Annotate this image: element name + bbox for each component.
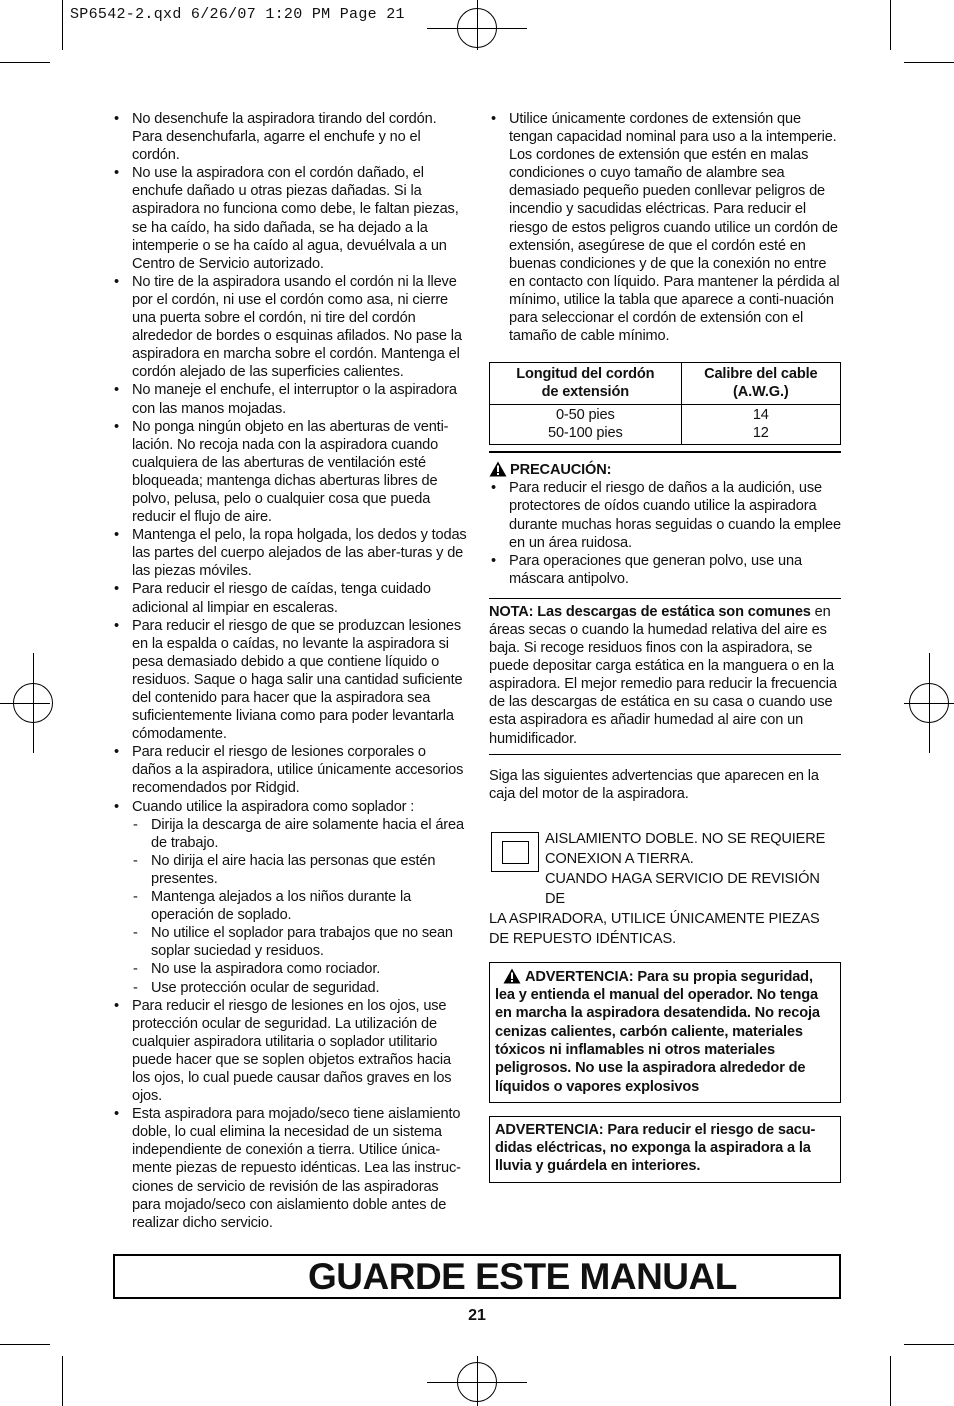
double-insulation-section <box>489 829 841 950</box>
sub-item: - Dirija la descarga de aire solamente hacia el área de trabajo. <box>132 816 468 852</box>
list-item: • Para reducir el riesgo de lesiones corporales o daños a la aspiradora, utilice únicamente accesorios recomendados por Ridgid. <box>112 743 468 797</box>
crop-mark <box>890 0 891 50</box>
list-item: • No use la aspiradora con el cordón dañado, el enchufe dañado u otras piezas dañadas. Si la aspiradora no funciona como debe, le faltan piezas, se ha caído, ha sido dañada, se ha dejado a la intemperie o se ha caído al agua, devuélvala a un Centro de Servicio autorizado. <box>112 164 468 273</box>
list-item: • Para reducir el riesgo de caídas, tenga cuidado adicional al limpiar en escaleras. <box>112 580 468 616</box>
extension-list <box>489 110 841 345</box>
double-insulation-text: AISLAMIENTO DOBLE. NO SE REQUIERE CONEXION A TIERRA. <box>545 830 826 867</box>
static-note-lead: NOTA: Las descargas de estática son comunes <box>489 603 811 620</box>
crop-mark <box>904 62 954 63</box>
list-item: • Mantenga el pelo, la ropa holgada, los dedos y todas las partes del cuerpo alejados de las aber-turas y de las piezas móviles. <box>112 526 468 580</box>
crop-mark <box>0 1344 50 1345</box>
crop-mark <box>62 0 63 50</box>
list-item: • Utilice únicamente cordones de extensión que tengan capacidad nominal para uso a la intemperie. Los cordones de extensión que estén en malas condiciones o cuyo tamaño de alambre sea demasiado pequeño pueden conllevar peligros de incendio y sacudidas eléctricas. Para reducir el riesgo de estos peligros cuando utilice un cordón de extensión, asegúrese de que el cordón esté en buenas condiciones y de que la conexión no entre en contacto con líquido. Para mantener la pérdida al mínimo, utilice la tabla que aparece a conti-nuación para seleccionar el cordón de extensión con el tamaño de cable mínimo. <box>489 110 841 345</box>
page-number: 21 <box>468 1307 486 1324</box>
list-item: • Para reducir el riesgo de lesiones en los ojos, use protección ocular de seguridad. La utilización de cualquier aspiradora utilitaria o soplador utilitario puede hacer que se soplen objetos extraños hacia los ojos, lo cual puede causar daños graves en los ojos. <box>112 997 468 1106</box>
print-slug: SP6542-2.qxd 6/26/07 1:20 PM Page 21 <box>70 6 405 23</box>
table-header-length: Longitud del cordón de extensión <box>490 363 682 405</box>
list-item: • Para reducir el riesgo de que se produzcan lesiones en la espalda o caídas, no levante la aspiradora si pesa demasiado debido a que contiene líquido o residuos. Saque o haga salir una cantidad suficiente del contenido para hacer que la aspiradora sea suficientemente liviana como para poder levantarla cómodamente. <box>112 617 468 744</box>
left-column <box>112 110 468 1232</box>
sub-item: - No dirija el aire hacia las personas que estén presentes. <box>132 852 468 888</box>
list-item-blower <box>112 798 468 997</box>
static-note <box>489 598 841 748</box>
warning-triangle-icon <box>489 461 507 477</box>
list-item: • Esta aspiradora para mojado/seco tiene aislamiento doble, lo cual elimina la necesidad de un sistema independiente de conexión a tierra. Utilice única-mente piezas de repuesto idénticas. Lea las instruc-ciones de servicio de revisión de las aspiradoras para mojado/seco con aislamiento doble antes de realizar dicho servicio. <box>112 1105 468 1232</box>
extension-cord-table <box>489 362 841 445</box>
save-manual-banner: GUARDE ESTE MANUAL <box>113 1254 841 1299</box>
table-header-gauge: Calibre del cable (A.W.G.) <box>681 363 840 405</box>
blower-list <box>132 816 468 997</box>
list-item: • No maneje el enchufe, el interruptor o la aspiradora con las manos mojadas. <box>112 381 468 417</box>
list-item: • Para operaciones que generan polvo, use una máscara antipolvo. <box>489 552 841 588</box>
safety-list <box>112 110 468 1232</box>
table-cell-lengths: 0-50 pies 50-100 pies <box>490 405 682 445</box>
caution-heading: PRECAUCIÓN: <box>489 461 841 479</box>
sub-item: - No use la aspiradora como rociador. <box>132 960 468 978</box>
double-insulation-icon <box>491 832 539 872</box>
follow-warnings-text: Siga las siguientes advertencias que aparecen en la caja del motor de la aspiradora. <box>489 754 841 803</box>
crop-mark <box>890 1356 891 1406</box>
blower-intro: Cuando utilice la aspiradora como soplador : <box>132 798 415 815</box>
sub-item: - Use protección ocular de seguridad. <box>132 979 468 997</box>
warning-triangle-icon <box>503 968 521 984</box>
service-text-lead: CUANDO HAGA SERVICIO DE REVISIÓN DE <box>545 870 820 907</box>
sub-item: - Mantenga alejados a los niños durante la operación de soplado. <box>132 888 468 924</box>
table-cell-gauges: 14 12 <box>681 405 840 445</box>
sub-item: - No utilice el soplador para trabajos que no sean soplar suciedad y residuos. <box>132 924 468 960</box>
crop-mark <box>62 1356 63 1406</box>
warning-box-electric: ADVERTENCIA: Para reducir el riesgo de sacu-didas eléctricas, no exponga la aspiradora a la lluvia y guárdela en interiores. <box>489 1116 841 1183</box>
divider <box>489 451 841 453</box>
static-note-text: en áreas secas o cuando la humedad relativa del aire es baja. Si recoge residuos finos con la aspiradora, se puede depositar carga estática en la manguera o en la aspiradora. El mejor remedio para reducir la frecuencia de las descargas de estática en su casa o cuando use esta aspiradora es añadir humedad al aire con un humidificador. <box>489 603 837 747</box>
crop-mark <box>904 1344 954 1345</box>
right-column <box>489 110 841 1183</box>
warning-box-operator: ADVERTENCIA: Para su propia seguridad, lea y entienda el manual del operador. No tenga en marcha la aspiradora desatendida. No recoja cenizas calientes, carbón caliente, materiales tóxicos ni inflamables ni otros materiales peligrosos. No use la aspiradora alrededor de líquidos o vapores explosivos <box>489 962 841 1103</box>
list-item: • Para reducir el riesgo de daños a la audición, use protectores de oídos cuando utilice la aspiradora durante muchas horas seguidas o cuando la emplee en un área ruidosa. <box>489 479 841 551</box>
list-item: • No tire de la aspiradora usando el cordón ni la lleve por el cordón, ni use el cordón como asa, ni cierre una puerta sobre el cordón, ni tire del cordón alrededor de bordes o esquinas afilados. No pase la aspiradora en marcha sobre el cordón. Mantenga el cordón alejado de las superficies calientes. <box>112 273 468 382</box>
service-text: LA ASPIRADORA, UTILICE ÚNICAMENTE PIEZAS DE REPUESTO IDÉNTICAS. <box>489 910 820 948</box>
crop-mark <box>0 62 50 63</box>
caution-list <box>489 479 841 588</box>
list-item: • No ponga ningún objeto en las aberturas de venti-lación. No recoja nada con la aspiradora cuando cualquiera de las aberturas de ventilación esté bloqueada; mantenga dichas aberturas libres de polvo, pelusa, pelo o cualquier cosa que pueda reducir el flujo de aire. <box>112 418 468 527</box>
list-item: • No desenchufe la aspiradora tirando del cordón. Para desenchufarla, agarre el enchufe y no el cordón. <box>112 110 468 164</box>
